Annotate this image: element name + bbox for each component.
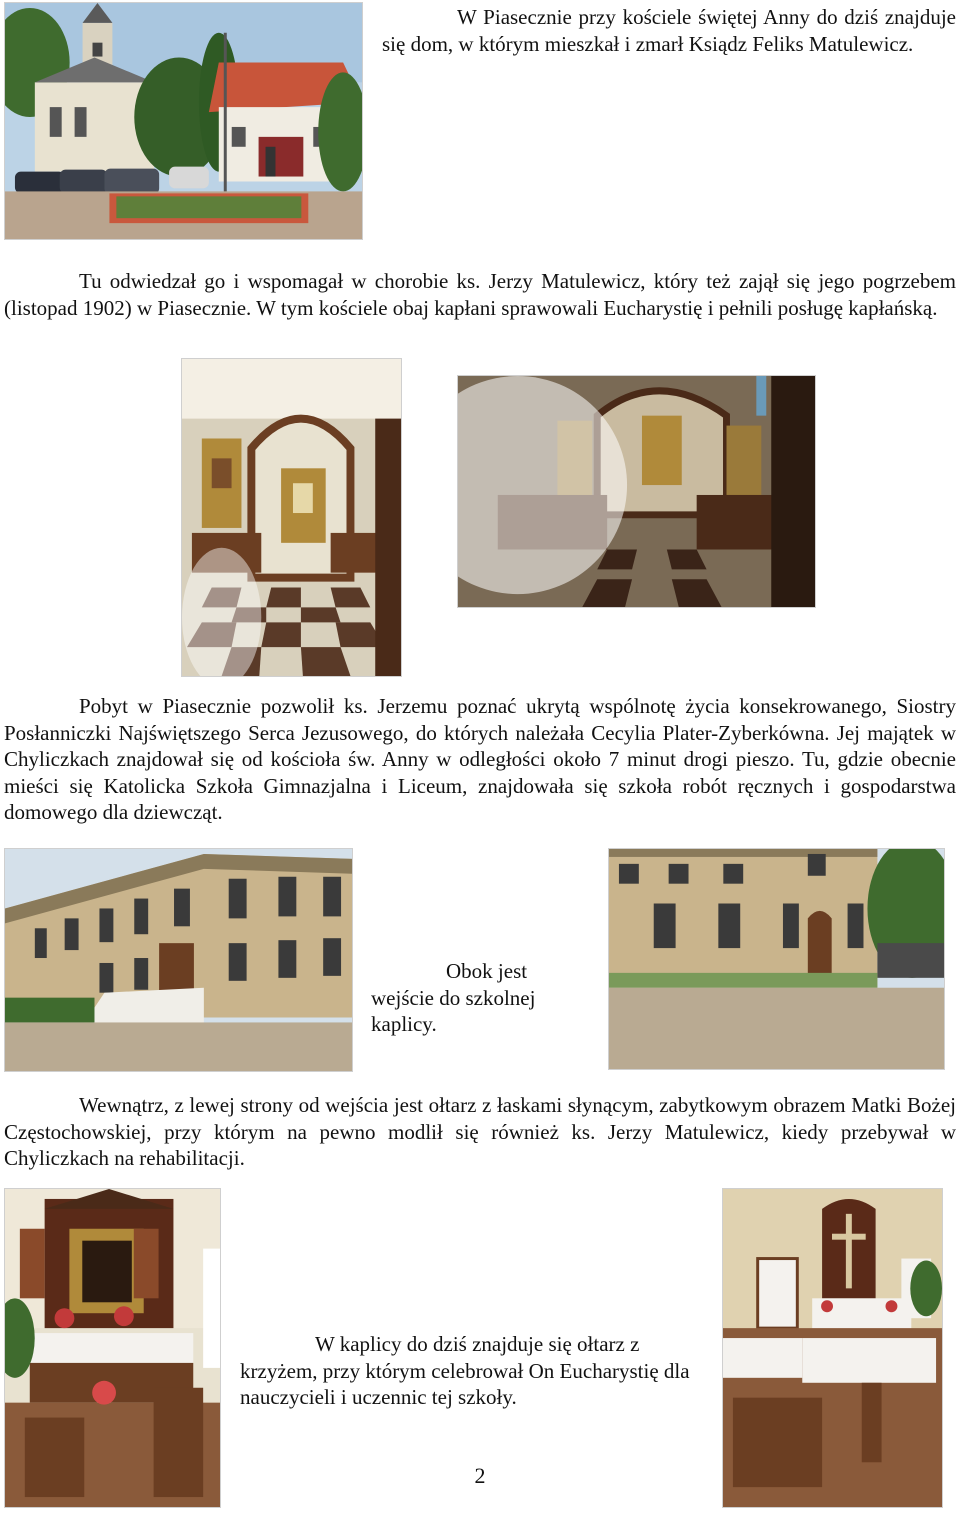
photo-church-interior-2 xyxy=(457,375,816,608)
paragraph-house: W Piasecznie przy kościele świętej Anny do dziś znajduje się dom, w którym mieszkał i zmarł Ksiądz Feliks Matulewicz. xyxy=(382,5,956,56)
photo-church-and-house xyxy=(4,2,363,240)
photo-church-interior-1 xyxy=(181,358,402,677)
photo-school-entrance xyxy=(608,848,945,1070)
photo-side-altar xyxy=(4,1188,221,1508)
photo-chapel-crucifix xyxy=(722,1188,943,1508)
paragraph-stay: Pobyt w Piasecznie pozwolił ks. Jerzemu poznać ukrytą wspólnotę życia konsekrowanego, Siostry Posłanniczki Najświętszego Serca Jezusowego, do których należała Cecylia Plater-Zyberkówna. Jej majątek w Chyliczkach znajdował się od kościoła św. Anny w odległości około 7 minut drogi pieszo. Tu, gdzie obecnie mieści się Katolicka Szkoła Gimnazjalna i Liceum, znajdowała się szkoła robót ręcznych i gospodarstwa domowego dla dziewcząt. xyxy=(4,694,956,824)
paragraph-entrance: Obok jest wejście do szkolnej kaplicy. xyxy=(371,959,536,1036)
paragraph-chapel: W kaplicy do dziś znajduje się ołtarz z krzyżem, przy którym celebrował On Eucharystię dla nauczycieli i uczennic tej szkoły. xyxy=(240,1332,690,1409)
paragraph-visits: Tu odwiedzał go i wspomagał w chorobie ks. Jerzy Matulewicz, który też zajął się jego pogrzebem (listopad 1902) w Piasecznie. W tym kościele obaj kapłani sprawowali Eucharystię i pełnili posługę kapłańską. xyxy=(4,269,956,320)
paragraph-altar: Wewnątrz, z lewej strony od wejścia jest ołtarz z łaskami słynącym, zabytkowym obrazem Matki Bożej Częstochowskiej, przy którym na pewno modlił się również ks. Jerzy Matulewicz, kiedy przebywał w Chyliczkach na rehabilitacji. xyxy=(4,1093,956,1170)
page-number: 2 xyxy=(474,1463,486,1488)
photo-school-building xyxy=(4,848,353,1072)
